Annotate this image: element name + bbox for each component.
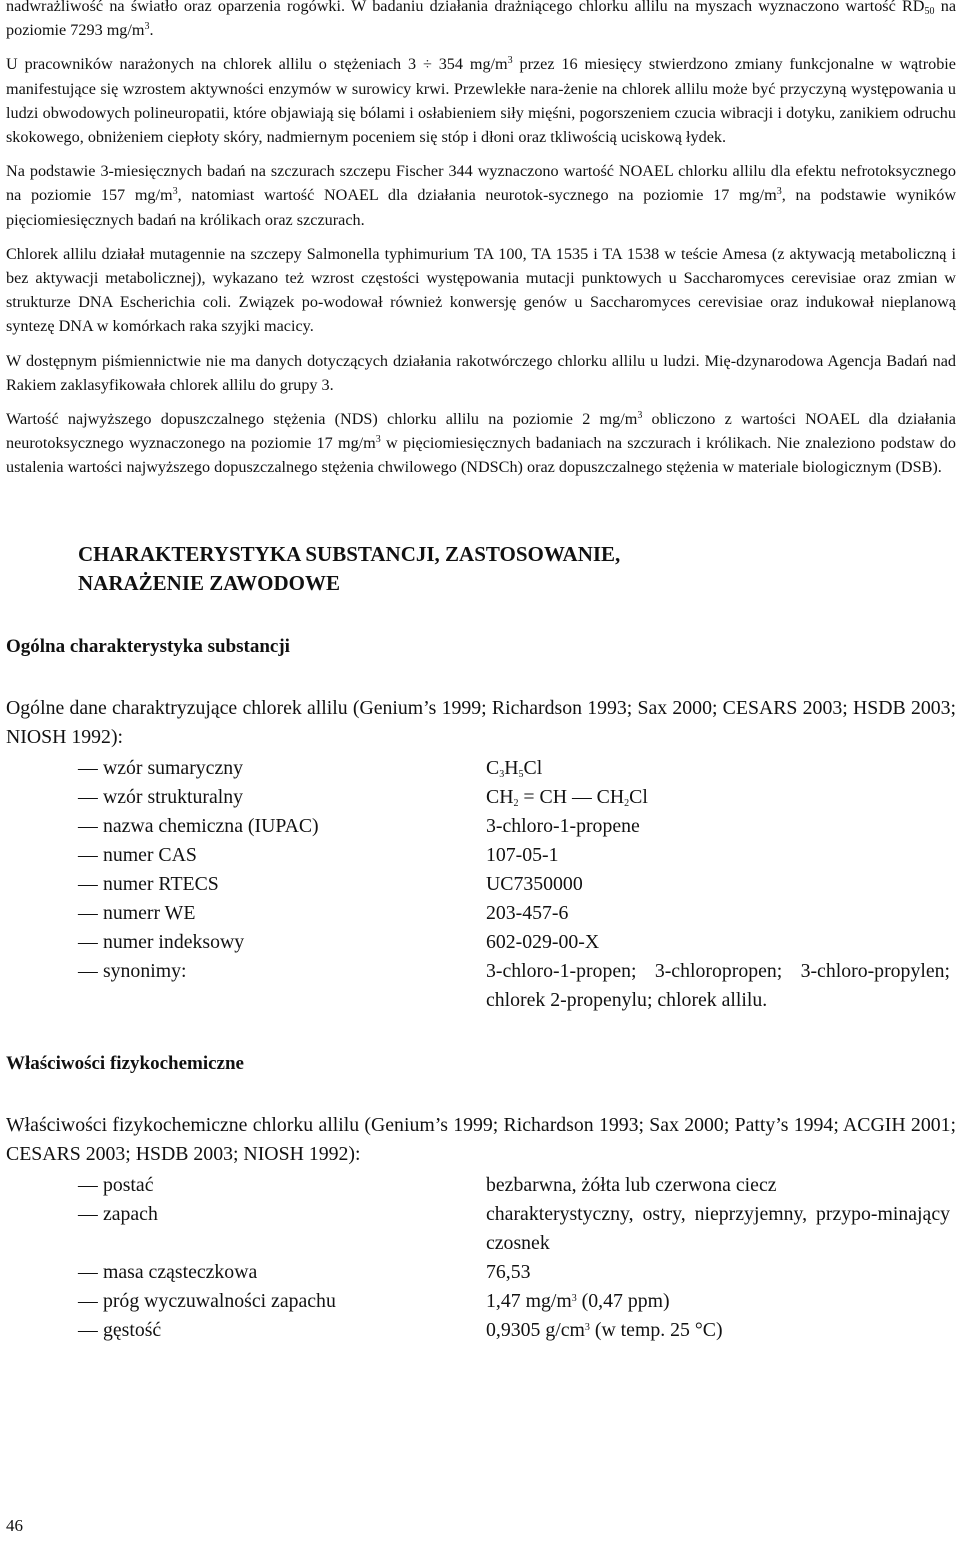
section-title-general: Ogólna charakterystyka substancji bbox=[6, 635, 290, 657]
rtecs-value: UC7350000 bbox=[486, 872, 583, 895]
property-row-we: ― numerr WE 203-457-6 bbox=[6, 899, 956, 928]
property-row-mass: ― masa cząsteczkowa 76,53 bbox=[6, 1258, 956, 1287]
property-row-synonyms: ― synonimy: 3-chloro-1-propen; 3-chloropropen; 3-chloro-propylen; chlorek 2-propenylu; chlorek allilu. bbox=[6, 957, 956, 1015]
we-value: 203-457-6 bbox=[486, 901, 569, 924]
property-row-iupac: ― nazwa chemiczna (IUPAC) 3-chloro-1-propene bbox=[6, 812, 956, 841]
iupac-value: 3-chloro-1-propene bbox=[486, 814, 640, 837]
synonyms-value: 3-chloro-1-propen; 3-chloropropen; 3-chloro-propylen; chlorek 2-propenylu; chlorek allilu. bbox=[486, 959, 950, 1011]
property-row-density: ― gęstość 0,9305 $g/cm^3$ (w temp. 25 °C) bbox=[6, 1316, 956, 1345]
paragraph-irritation: nadwrażliwość na światło oraz oparzenia rogówki. W badaniu działania drażniącego chlorku allilu na myszach wyznaczono wartość $RD_{50}$ na poziomie 7293 $mg/m^3$. bbox=[6, 0, 957, 40]
cas-value: 107-05-1 bbox=[486, 843, 559, 866]
density-value: 0,9305 $g/cm^3$ (w temp. 25 °C) bbox=[486, 1318, 723, 1341]
form-value: bezbarwna, żółta lub czerwona ciecz bbox=[486, 1173, 777, 1196]
property-row-formula: ― wzór sumaryczny $C_3H_5Cl$ bbox=[6, 754, 956, 783]
section-title-physchem: Właściwości fizykochemiczne bbox=[6, 1052, 244, 1074]
property-row-threshold: ― próg wyczuwalności zapachu 1,47 $mg/m^3$ (0,47 ppm) bbox=[6, 1287, 956, 1316]
general-properties-list bbox=[6, 754, 956, 1015]
general-intro: Ogólne dane charaktryzujące chlorek allilu (Genium’s 1999; Richardson 1993; Sax 2000; CESARS 2003; HSDB 2003; NIOSH 1992): bbox=[6, 696, 956, 748]
mass-value: 76,53 bbox=[486, 1260, 531, 1283]
paragraph-carcinogenicity: W dostępnym piśmiennictwie nie ma danych dotyczących działania rakotwórczego chlorku allilu u ludzi. Mię-dzynarodowa Agencja Badań nad Rakiem zaklasyfikowała chlorek allilu do grupy 3. bbox=[6, 351, 956, 394]
formula-value: $C_3H_5Cl$ bbox=[486, 756, 543, 780]
property-row-form: ― postać bezbarwna, żółta lub czerwona ciecz bbox=[6, 1171, 956, 1200]
property-row-structure: ― wzór strukturalny $CH_2$ = CH ― $CH_2Cl$ bbox=[6, 783, 956, 812]
paragraph-noael: Na podstawie 3-miesięcznych badań na szczurach szczepu Fischer 344 wyznaczono wartość NOAEL chlorku allilu dla efektu nefrotoksycznego na poziomie 157 $mg/m^3$, natomiast wartość NOAEL dla działania neurotok-sycznego na poziomie 17 $mg/m^3$, na podstawie wyników pięciomiesięcznych badań na królikach oraz szczurach. bbox=[6, 162, 957, 229]
index-value: 602-029-00-X bbox=[486, 930, 600, 953]
paragraph-workers-exposure: U pracowników narażonych na chlorek allilu o stężeniach 3 ÷ 354 $mg/m^3$ przez 16 miesięcy stwierdzono zmiany funkcjonalne w wątrobie manifestujące się wzrostem aktywności enzymów w surowicy krwi. Przewlekłe nara-żenie na chlorek allilu może być przyczyną występowania u ludzi obwodowych polineuropatii, które objawiają się bólami i osłabieniem siły mięśni, pogorszeniem czucia wibracji i dotyku, zanikiem odruchu skokowego, obniżeniem ciepłoty skóry, nadmiernym poceniem się stóp i dłoni oraz tkliwością uciskową łydek. bbox=[6, 55, 956, 147]
page-number: 46 bbox=[6, 1516, 23, 1535]
property-row-odor: ― zapach charakterystyczny, ostry, nieprzyjemny, przypo-minający czosnek bbox=[6, 1200, 956, 1258]
physchem-properties-list bbox=[6, 1171, 956, 1345]
chapter-title: CHARAKTERYSTYKA SUBSTANCJI, ZASTOSOWANIE, NARAŻENIE ZAWODOWE bbox=[78, 541, 621, 595]
physchem-intro: Właściwości fizykochemiczne chlorku allilu (Genium’s 1999; Richardson 1993; Sax 2000; Patty’s 1994; ACGIH 2001; CESARS 2003; HSDB 2003; NIOSH 1992): bbox=[6, 1113, 956, 1165]
paragraph-nds-value: Wartość najwyższego dopuszczalnego stężenia (NDS) chlorku allilu na poziomie 2 $mg/m^3$ obliczono z wartości NOAEL dla działania neurotoksycznego wyznaczonego na poziomie 17 $mg/m^3$ w pięciomiesięcznych badaniach na szczurach i królikach. Nie znaleziono podstaw do ustalenia wartości najwyższego dopuszczalnego stężenia chwilowego (NDSCh) oraz dopuszczalnego stężenia w materiale biologicznym (DSB). bbox=[6, 410, 956, 477]
odor-value: charakterystyczny, ostry, nieprzyjemny, przypo-minający czosnek bbox=[486, 1202, 950, 1254]
threshold-value: 1,47 $mg/m^3$ (0,47 ppm) bbox=[486, 1289, 670, 1312]
paragraph-mutagenicity: Chlorek allilu działał mutagennie na szczepy Salmonella typhimurium TA 100, TA 1535 i TA 1538 w teście Amesa (z aktywacją metaboliczną i bez aktywacji metabolicznej), wykazano też wzrost częstości występowania mutacji punktowych u Saccharomyces cerevisiae oraz zmian w strukturze DNA Escherichia coli. Związek po-wodował również konwersję genów u Saccharomyces cerevisiae oraz indukował nieplanową syntezę DNA w komórkach raka szyjki macicy. bbox=[6, 244, 956, 336]
property-row-cas: ― numer CAS 107-05-1 bbox=[6, 841, 956, 870]
property-row-rtecs: ― numer RTECS UC7350000 bbox=[6, 870, 956, 899]
structure-value: $CH_2$ = CH ― $CH_2Cl$ bbox=[486, 785, 648, 809]
property-row-index: ― numer indeksowy 602-029-00-X bbox=[6, 928, 956, 957]
